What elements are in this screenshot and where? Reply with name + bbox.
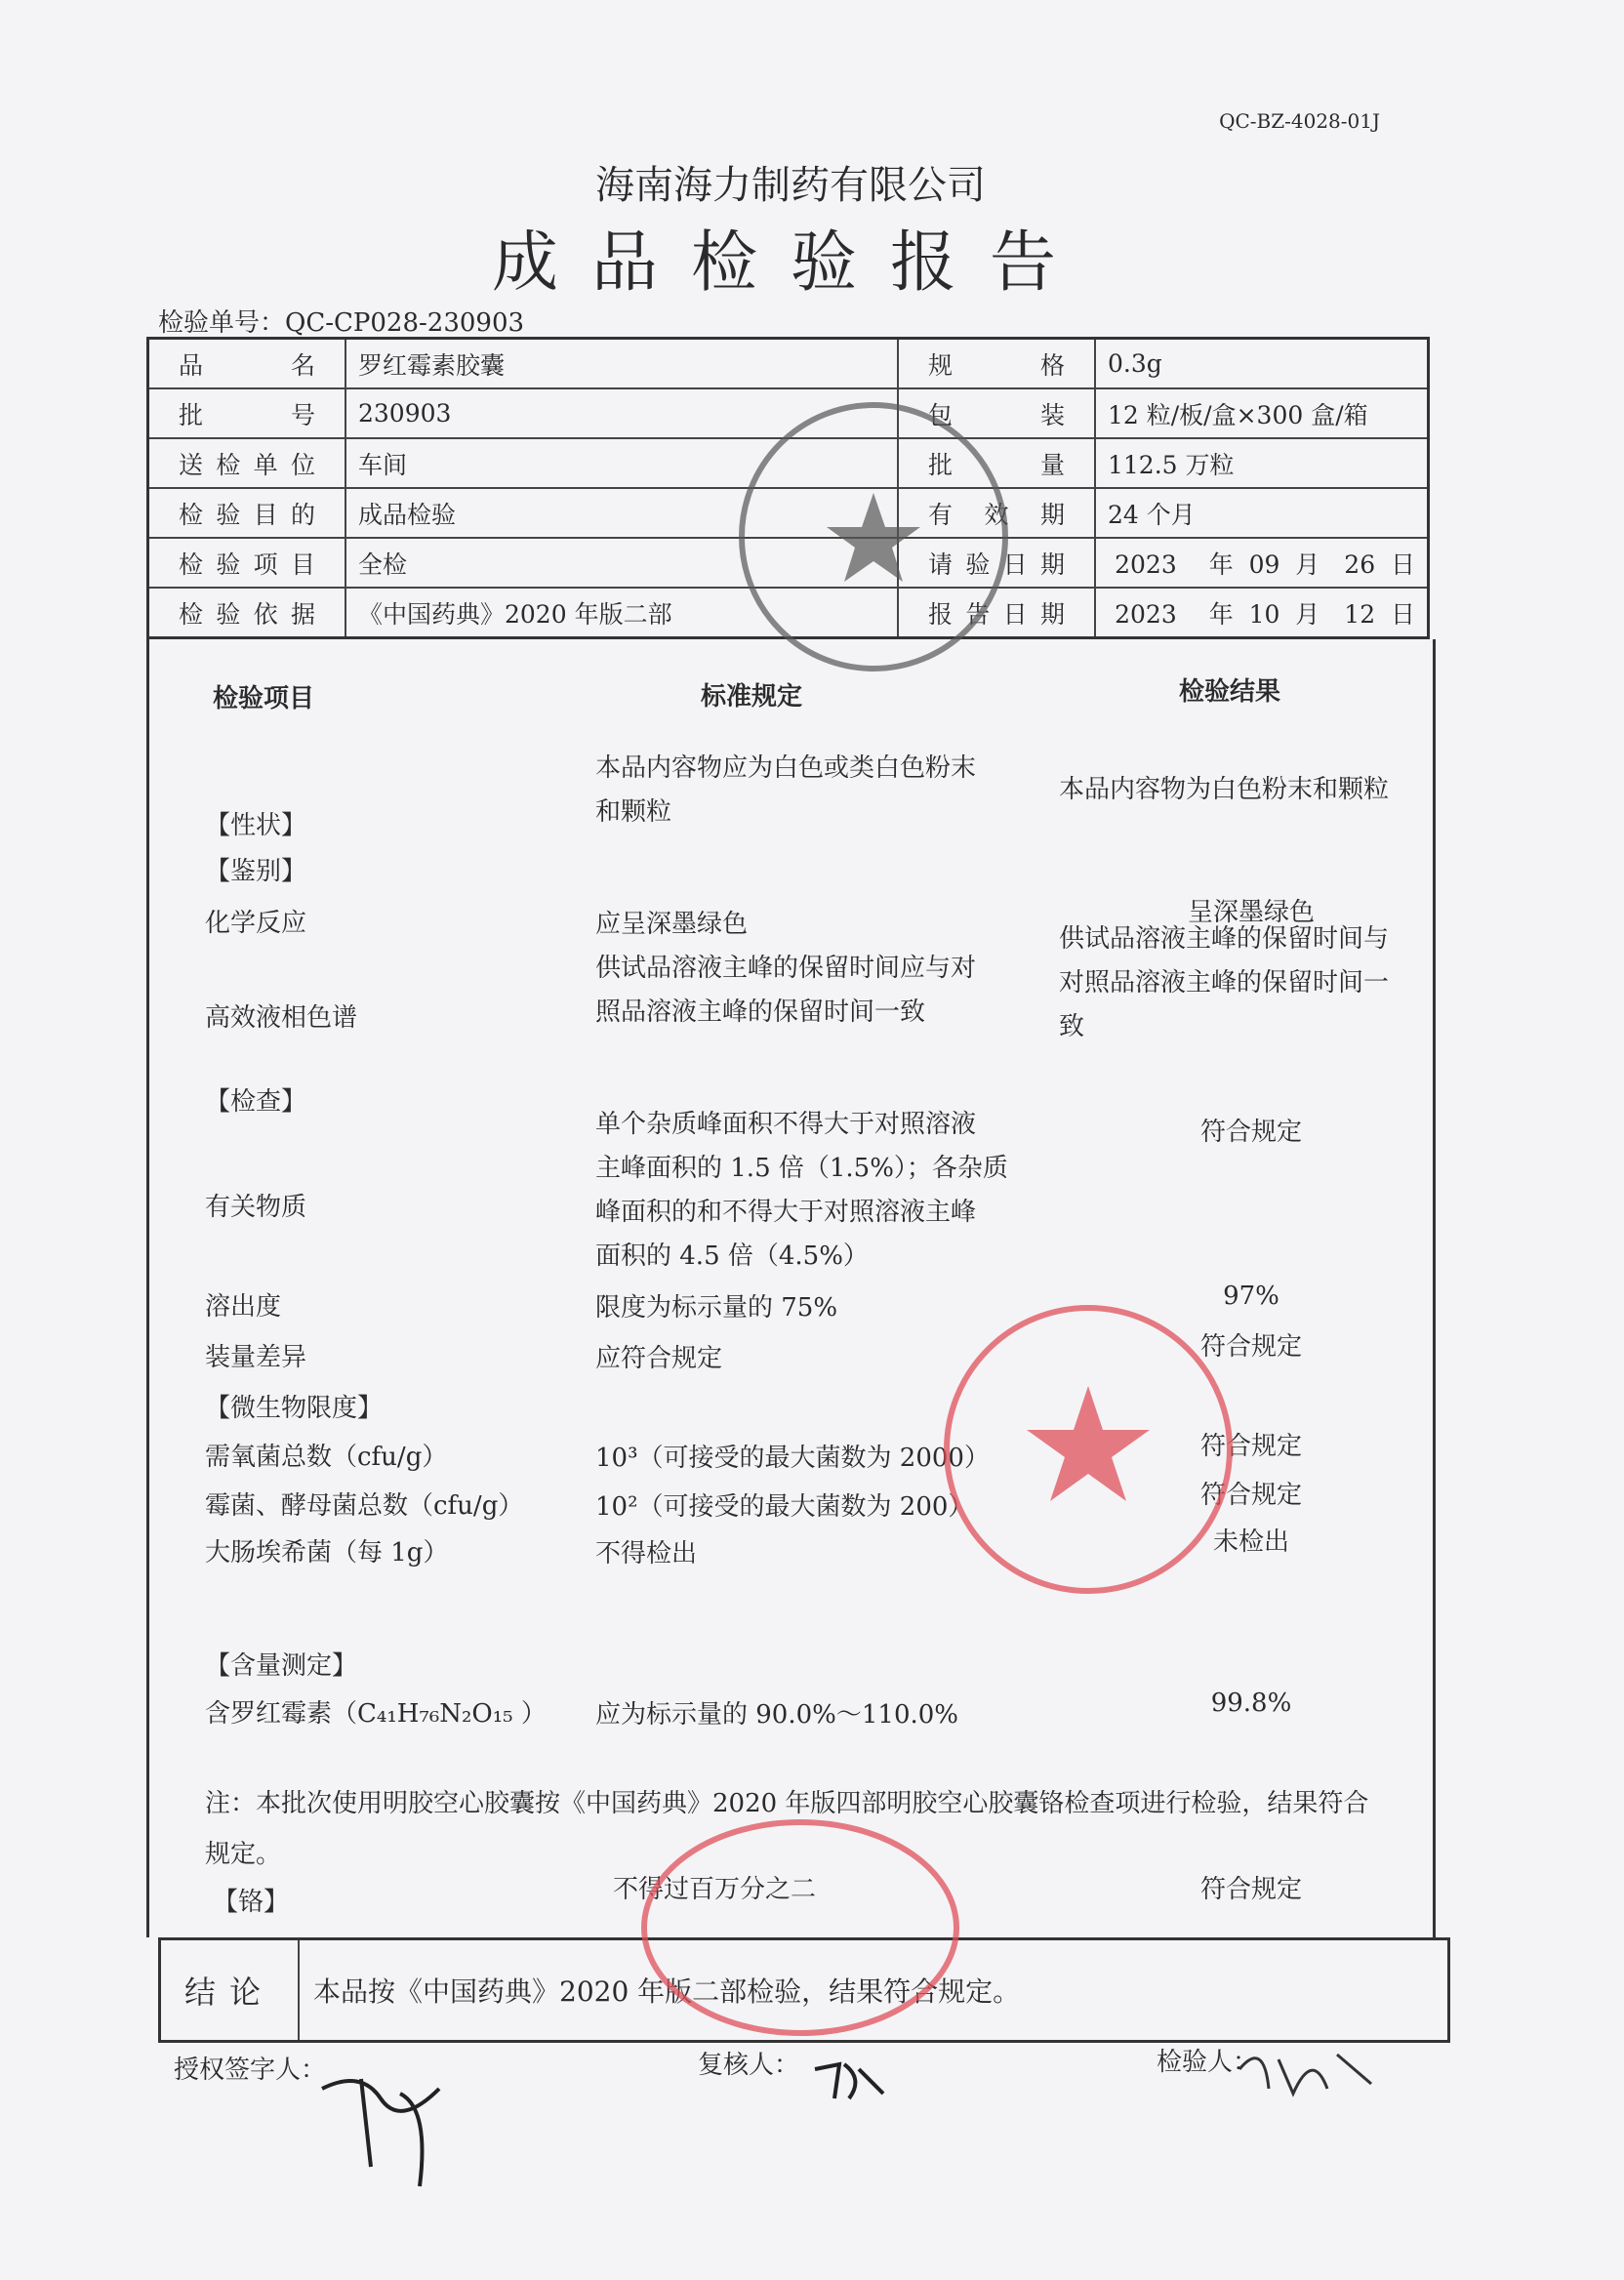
row-item: 化学反应 [205, 909, 307, 938]
inspector-label: 检验人： [1157, 2048, 1259, 2077]
row-result: 符合规定 [1199, 1332, 1302, 1362]
row-standard: 本品内容物应为白色或类白色粉末 和颗粒 [595, 753, 977, 827]
report-date: 2023 年 10 月 12 日 [1095, 588, 1429, 638]
col-standard: 标准规定 [701, 682, 803, 712]
row-standard: 应为标示量的 90.0%～110.0% [595, 1700, 958, 1730]
row-result: 符合规定 [1199, 1432, 1302, 1461]
signature-inspector [1235, 2040, 1381, 2108]
inspection-number: 检验单号：QC-CP028-230903 [158, 308, 525, 338]
label: 批号 [148, 388, 346, 438]
quality-dept-stamp [634, 1811, 966, 2045]
row-item: 有关物质 [205, 1193, 307, 1222]
col-item: 检验项目 [213, 684, 315, 713]
label: 请验日期 [898, 538, 1095, 588]
row-standard: 应符合规定 [595, 1344, 723, 1373]
unit: 车间 [345, 438, 898, 488]
validity: 24 个月 [1095, 488, 1429, 538]
row-item: 装量差异 [205, 1343, 307, 1372]
conclusion-label: 结论 [161, 1940, 300, 2040]
chromium-item: 【铬】 [213, 1888, 290, 1917]
chromium-result: 符合规定 [1199, 1875, 1302, 1904]
supplier-qc-stamp [937, 1298, 1239, 1601]
row-item: 【性状】 [205, 811, 307, 840]
row-item: 【含量测定】 [205, 1651, 358, 1681]
authorized-signer-label: 授权签字人： [174, 2056, 327, 2085]
row-standard: 限度为标示量的 75% [595, 1293, 838, 1323]
row-standard: 不得检出 [595, 1539, 698, 1568]
row-item: 需氧菌总数（cfu/g） [205, 1443, 448, 1472]
row-item: 【鉴别】 [205, 857, 307, 886]
chromium-standard: 不得过百万分之二 [613, 1875, 817, 1904]
request-date: 2023 年 09 月 26 日 [1095, 538, 1429, 588]
package: 12 粒/板/盒×300 盒/箱 [1095, 388, 1429, 438]
company-qc-stamp [727, 390, 1020, 683]
label: 检验目的 [148, 488, 346, 538]
label: 送检单位 [148, 438, 346, 488]
signature-authorized [303, 2050, 478, 2196]
row-result: 99.8% [1210, 1689, 1292, 1718]
row-standard: 供试品溶液主峰的保留时间应与对 照品溶液主峰的保留时间一致 [595, 954, 977, 1027]
row-standard: 10²（可接受的最大菌数为 200） [595, 1492, 974, 1522]
product-name: 罗红霉素胶囊 [345, 339, 898, 389]
quantity: 112.5 万粒 [1095, 438, 1429, 488]
label: 报告日期 [898, 588, 1095, 638]
items: 全检 [345, 538, 898, 588]
report-title: 成品检验报告 [491, 224, 1089, 302]
row-result: 符合规定 [1199, 1481, 1302, 1510]
label: 批量 [898, 438, 1095, 488]
row-item: 【检查】 [205, 1087, 307, 1117]
row-result: 本品内容物为白色粉末和颗粒 [1059, 775, 1390, 804]
row-item: 高效液相色谱 [205, 1003, 358, 1033]
row-item: 霉菌、酵母菌总数（cfu/g） [205, 1491, 524, 1521]
row-item: 含罗红霉素（C₄₁H₇₆N₂O₁₅ ） [205, 1699, 547, 1729]
basis: 《中国药典》2020 年版二部 [345, 588, 898, 638]
row-result: 符合规定 [1199, 1118, 1302, 1147]
label: 检验依据 [148, 588, 346, 638]
row-item: 【微生物限度】 [205, 1394, 384, 1423]
spec: 0.3g [1095, 339, 1429, 389]
label: 有效期 [898, 488, 1095, 538]
row-standard: 单个杂质峰面积不得大于对照溶液 主峰面积的 1.5 倍（1.5%）；各杂质 峰面积的和不得大于对照溶液主峰 面积的 4.5 倍（4.5%） [595, 1110, 1008, 1271]
conclusion-text: 本品按《中国药典》2020 年版二部检验，结果符合规定。 [313, 1975, 1021, 2008]
company-name: 海南海力制药有限公司 [595, 163, 986, 208]
row-result: 呈深墨绿色 [1187, 898, 1315, 927]
row-standard: 应呈深墨绿色 [595, 910, 749, 939]
row-item: 溶出度 [205, 1292, 282, 1322]
label: 包装 [898, 388, 1095, 438]
note: 注：本批次使用明胶空心胶囊按《中国药典》2020 年版四部明胶空心胶囊铬检查项进行检验，结果符合 规定。 [205, 1789, 1369, 1869]
purpose: 成品检验 [345, 488, 898, 538]
row-standard: 10³（可接受的最大菌数为 2000） [595, 1444, 990, 1473]
label: 品名 [148, 339, 346, 389]
batch: 230903 [345, 388, 898, 438]
label: 规格 [898, 339, 1095, 389]
signature-reviewer [810, 2050, 888, 2108]
document-code: QC-BZ-4028-01J [1219, 109, 1380, 133]
col-result: 检验结果 [1179, 677, 1281, 707]
row-result: 供试品溶液主峰的保留时间与 对照品溶液主峰的保留时间一 致 [1059, 924, 1390, 1041]
reviewer-label: 复核人： [698, 2051, 800, 2080]
row-item: 大肠埃希菌（每 1g） [205, 1538, 449, 1568]
label: 检验项目 [148, 538, 346, 588]
row-result: 97% [1223, 1282, 1279, 1311]
row-result: 未检出 [1212, 1527, 1289, 1557]
